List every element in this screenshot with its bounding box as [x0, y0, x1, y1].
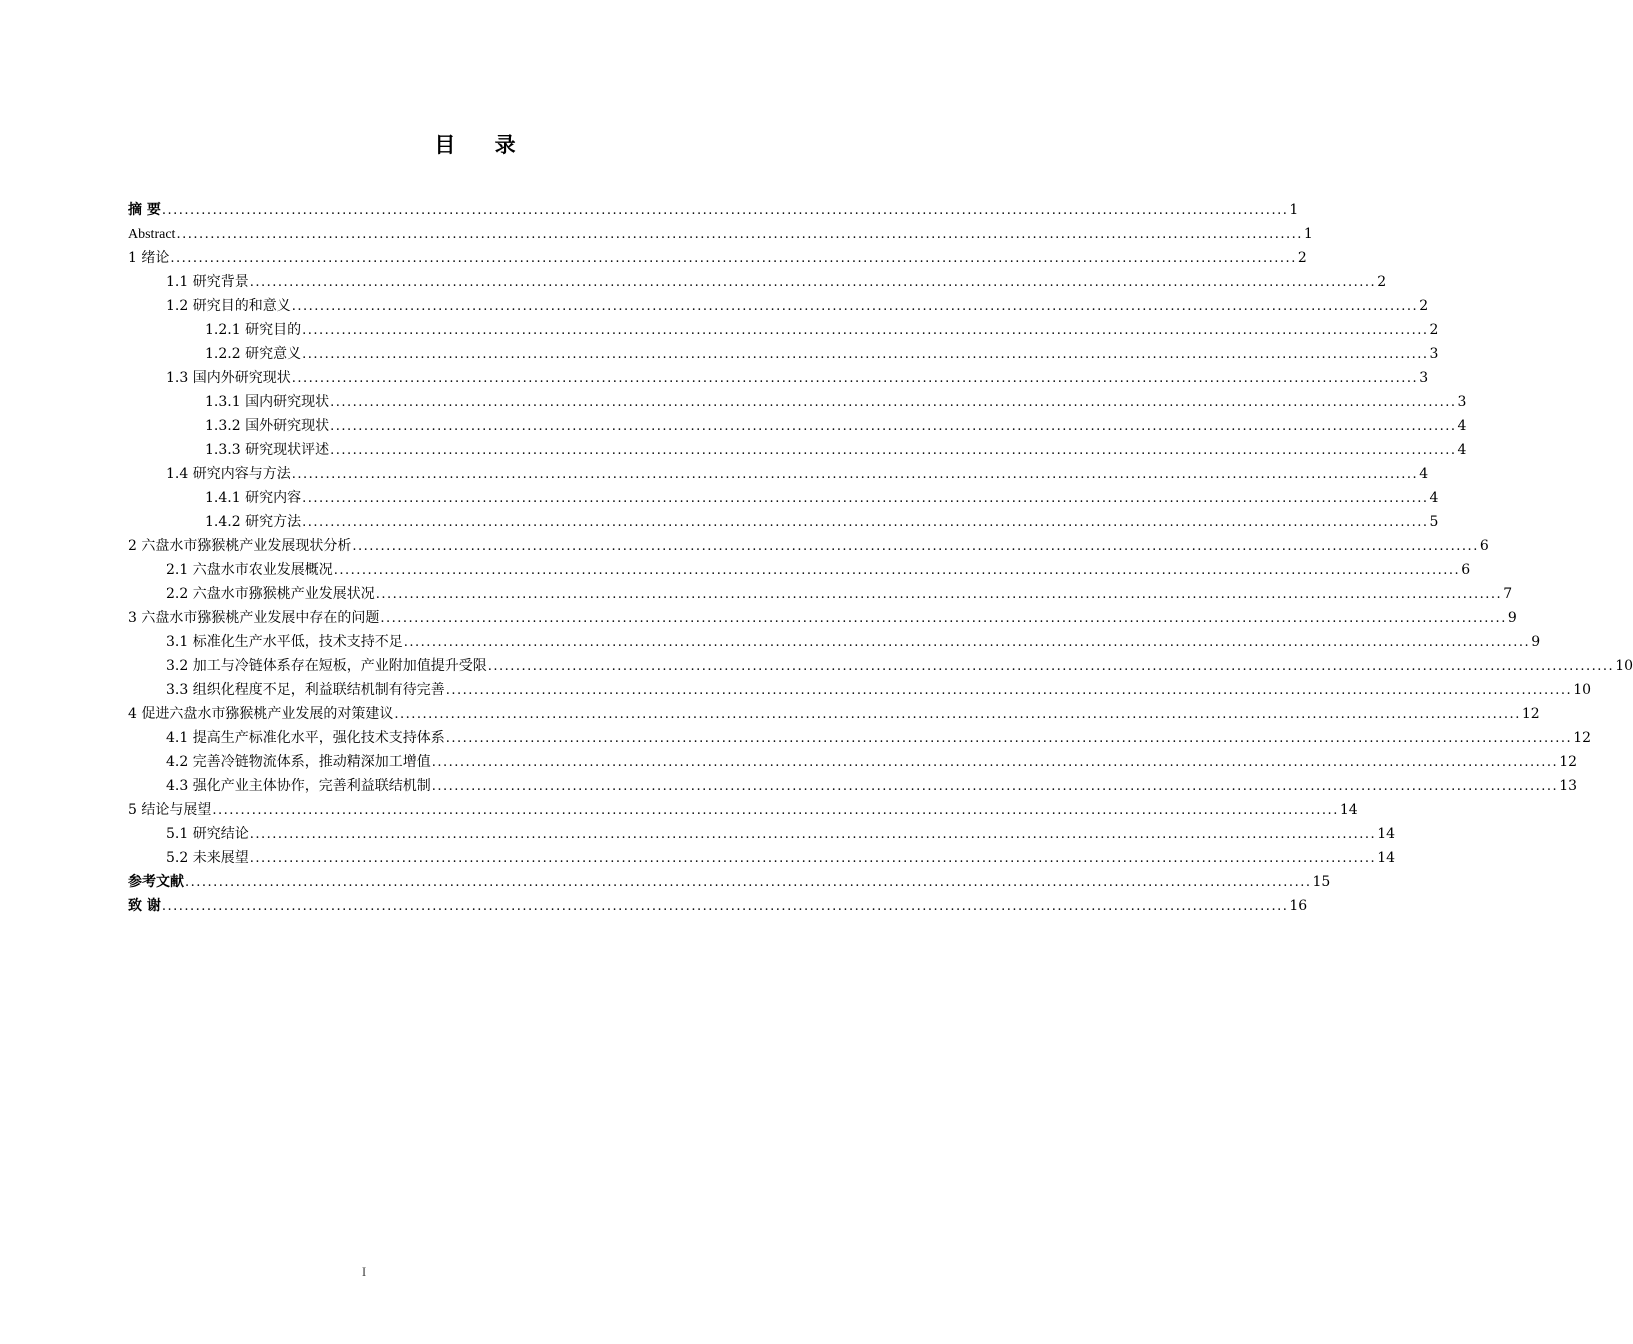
toc-entry-page: 4: [1457, 442, 1467, 458]
toc-entry[interactable]: [128, 774, 1578, 798]
toc-entry-label: 5.1 研究结论: [166, 826, 249, 842]
toc-entry-label: 1.3 国内外研究现状: [166, 370, 291, 386]
toc-entry-label: 4.2 完善冷链物流体系，推动精深加工增值: [166, 754, 431, 770]
toc-dot-leader: ........................................................................................................................................................................................................: [330, 443, 1457, 458]
page-number: I: [361, 1264, 367, 1279]
toc-dot-leader: ........................................................................................................................................................................................................: [445, 731, 1573, 746]
toc-entry[interactable]: [128, 198, 1299, 222]
toc-entry-label: 4.3 强化产业主体协作，完善利益联结机制: [166, 778, 431, 794]
toc-dot-leader: ........................................................................................................................................................................................................: [352, 539, 1479, 554]
toc-dot-leader: ........................................................................................................................................................................................................: [380, 611, 1507, 626]
toc-entry-page: 2: [1419, 298, 1429, 314]
table-of-contents: [128, 198, 1633, 918]
toc-entry-page: 12: [1521, 706, 1540, 722]
toc-dot-leader: ........................................................................................................................................................................................................: [161, 899, 1289, 914]
toc-dot-leader: ........................................................................................................................................................................................................: [302, 491, 1429, 506]
toc-entry-label: 1.3.3 研究现状评述: [205, 442, 330, 458]
toc-entry-page: 4: [1419, 466, 1429, 482]
toc-dot-leader: ........................................................................................................................................................................................................: [170, 251, 1297, 266]
toc-entry[interactable]: [128, 390, 1467, 414]
toc-entry-label: 1.3.1 国内研究现状: [205, 394, 330, 410]
toc-dot-leader: ........................................................................................................................................................................................................: [445, 683, 1573, 698]
toc-dot-leader: ........................................................................................................................................................................................................: [161, 203, 1289, 218]
toc-entry-label: 参考文献: [128, 874, 184, 890]
toc-entry[interactable]: [128, 366, 1429, 390]
toc-entry[interactable]: [128, 222, 1313, 246]
toc-entry[interactable]: [128, 798, 1358, 822]
toc-entry-page: 14: [1377, 850, 1396, 866]
toc-entry[interactable]: [128, 318, 1439, 342]
toc-entry-page: 6: [1461, 562, 1471, 578]
toc-entry-label: 3.3 组织化程度不足，利益联结机制有待完善: [166, 682, 445, 698]
toc-entry-label: 3 六盘水市猕猴桃产业发展中存在的问题: [128, 610, 380, 626]
toc-entry[interactable]: [128, 558, 1471, 582]
toc-entry-page: 13: [1559, 778, 1578, 794]
toc-entry-label: 摘 要: [128, 202, 161, 218]
toc-entry-page: 2: [1377, 274, 1387, 290]
toc-entry[interactable]: [128, 462, 1429, 486]
toc-dot-leader: ........................................................................................................................................................................................................: [302, 515, 1429, 530]
toc-dot-leader: ........................................................................................................................................................................................................: [375, 587, 1503, 602]
toc-dot-leader: ........................................................................................................................................................................................................: [394, 707, 1521, 722]
toc-entry-page: 4: [1429, 490, 1439, 506]
toc-entry-page: 1: [1289, 202, 1299, 218]
toc-entry[interactable]: [128, 654, 1633, 678]
toc-dot-leader: ........................................................................................................................................................................................................: [302, 323, 1429, 338]
toc-entry[interactable]: [128, 270, 1387, 294]
toc-dot-leader: ........................................................................................................................................................................................................: [249, 851, 1377, 866]
toc-dot-leader: ........................................................................................................................................................................................................: [431, 779, 1559, 794]
toc-entry[interactable]: [128, 486, 1439, 510]
toc-entry-label: 2 六盘水市猕猴桃产业发展现状分析: [128, 538, 352, 554]
toc-entry[interactable]: [128, 630, 1541, 654]
toc-entry-label: 2.2 六盘水市猕猴桃产业发展状况: [166, 586, 375, 602]
toc-entry-page: 2: [1297, 250, 1307, 266]
toc-entry-page: 9: [1531, 634, 1541, 650]
toc-dot-leader: ........................................................................................................................................................................................................: [176, 227, 1303, 242]
toc-entry[interactable]: [128, 510, 1439, 534]
toc-entry-label: 4.1 提高生产标准化水平，强化技术支持体系: [166, 730, 445, 746]
toc-entry-page: 16: [1289, 898, 1308, 914]
toc-entry-label: 2.1 六盘水市农业发展概况: [166, 562, 333, 578]
toc-entry-label: 1 绪论: [128, 250, 170, 266]
toc-entry[interactable]: [128, 894, 1308, 918]
toc-entry-page: 10: [1573, 682, 1592, 698]
toc-entry[interactable]: [128, 438, 1467, 462]
toc-entry-label: 1.3.2 国外研究现状: [205, 418, 330, 434]
toc-dot-leader: ........................................................................................................................................................................................................: [291, 371, 1419, 386]
toc-entry-page: 12: [1559, 754, 1578, 770]
toc-entry[interactable]: [128, 534, 1489, 558]
toc-entry[interactable]: [128, 678, 1592, 702]
toc-entry-page: 9: [1507, 610, 1517, 626]
toc-entry-page: 14: [1339, 802, 1358, 818]
toc-dot-leader: ........................................................................................................................................................................................................: [333, 563, 1461, 578]
toc-entry[interactable]: [128, 294, 1429, 318]
toc-entry[interactable]: [128, 870, 1331, 894]
toc-entry-page: 4: [1457, 418, 1467, 434]
toc-dot-leader: ........................................................................................................................................................................................................: [302, 347, 1429, 362]
page-title: 目 录: [434, 133, 532, 157]
toc-entry-label: 1.2.1 研究目的: [205, 322, 302, 338]
toc-entry-page: 10: [1615, 658, 1633, 674]
toc-dot-leader: ........................................................................................................................................................................................................: [431, 755, 1559, 770]
toc-dot-leader: ........................................................................................................................................................................................................: [330, 419, 1457, 434]
toc-entry[interactable]: [128, 414, 1467, 438]
toc-entry-label: 致 谢: [128, 898, 161, 914]
toc-entry[interactable]: [128, 606, 1517, 630]
toc-entry-label: 5 结论与展望: [128, 802, 212, 818]
toc-entry-label: 1.2.2 研究意义: [205, 346, 302, 362]
toc-dot-leader: ........................................................................................................................................................................................................: [330, 395, 1457, 410]
toc-entry-label: 1.1 研究背景: [166, 274, 249, 290]
toc-dot-leader: ........................................................................................................................................................................................................: [403, 635, 1531, 650]
toc-entry-label: 1.4.2 研究方法: [205, 514, 302, 530]
toc-dot-leader: ........................................................................................................................................................................................................: [249, 827, 1377, 842]
toc-entry[interactable]: [128, 582, 1513, 606]
toc-dot-leader: ........................................................................................................................................................................................................: [291, 467, 1419, 482]
toc-entry-page: 12: [1573, 730, 1592, 746]
toc-entry[interactable]: [128, 750, 1578, 774]
toc-entry[interactable]: [128, 342, 1439, 366]
toc-entry-page: 2: [1429, 322, 1439, 338]
toc-dot-leader: ........................................................................................................................................................................................................: [487, 659, 1615, 674]
toc-entry-label: 1.4 研究内容与方法: [166, 466, 291, 482]
toc-entry[interactable]: [128, 822, 1396, 846]
toc-entry-page: 7: [1503, 586, 1513, 602]
toc-entry-label: Abstract: [128, 227, 176, 242]
toc-entry-page: 3: [1429, 346, 1439, 362]
toc-dot-leader: ........................................................................................................................................................................................................: [291, 299, 1419, 314]
toc-entry-page: 1: [1303, 226, 1313, 242]
toc-entry[interactable]: [128, 702, 1540, 726]
toc-entry-label: 1.4.1 研究内容: [205, 490, 302, 506]
toc-entry-page: 3: [1419, 370, 1429, 386]
toc-entry[interactable]: [128, 246, 1307, 270]
toc-entry[interactable]: [128, 846, 1396, 870]
toc-dot-leader: ........................................................................................................................................................................................................: [212, 803, 1339, 818]
toc-entry-label: 3.1 标准化生产水平低，技术支持不足: [166, 634, 403, 650]
toc-entry[interactable]: [128, 726, 1592, 750]
toc-entry-page: 15: [1312, 874, 1331, 890]
toc-dot-leader: ........................................................................................................................................................................................................: [249, 275, 1377, 290]
toc-entry-label: 1.2 研究目的和意义: [166, 298, 291, 314]
toc-entry-label: 3.2 加工与冷链体系存在短板，产业附加值提升受限: [166, 658, 487, 674]
toc-dot-leader: ........................................................................................................................................................................................................: [185, 875, 1312, 890]
toc-entry-page: 3: [1457, 394, 1467, 410]
toc-entry-page: 14: [1377, 826, 1396, 842]
toc-entry-label: 5.2 未来展望: [166, 850, 249, 866]
toc-entry-page: 6: [1479, 538, 1489, 554]
toc-entry-page: 5: [1429, 514, 1439, 530]
toc-entry-label: 4 促进六盘水市猕猴桃产业发展的对策建议: [128, 706, 394, 722]
